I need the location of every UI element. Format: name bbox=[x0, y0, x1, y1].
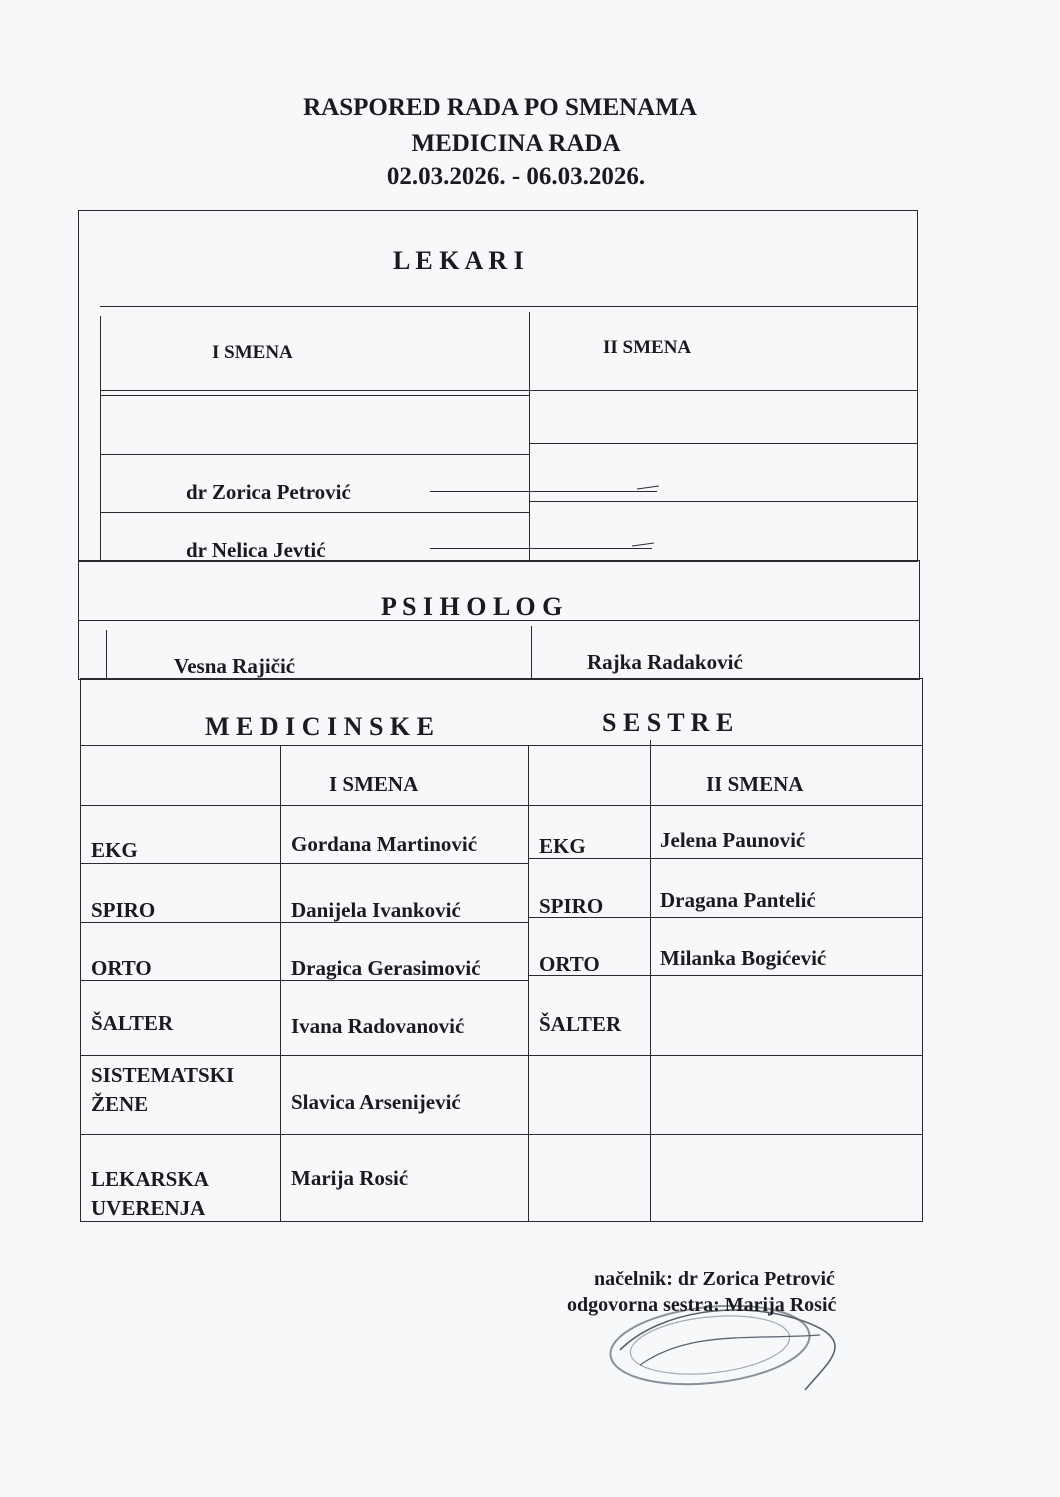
dept-label: LEKARSKA bbox=[91, 1167, 209, 1191]
psiholog-shift2: Rajka Radaković bbox=[587, 650, 743, 674]
dept-label: ŠALTER bbox=[91, 1011, 174, 1035]
lekari-heading: L E K A R I bbox=[393, 246, 524, 275]
dept-label: ŽENE bbox=[91, 1092, 149, 1116]
dept-label: SISTEMATSKI bbox=[91, 1063, 235, 1087]
dept-label: ORTO bbox=[539, 952, 600, 976]
nurse-name: Ivana Radovanović bbox=[291, 1014, 465, 1038]
doctor-name: dr Zorica Petrović bbox=[186, 480, 351, 504]
schedule-title: RASPORED RADA PO SMENAMA bbox=[303, 94, 697, 121]
psiholog-heading: P S I H O L O G bbox=[381, 592, 563, 621]
sestre-shift1-header: I SMENA bbox=[329, 772, 419, 796]
dept-label: EKG bbox=[539, 834, 586, 858]
nurse-name: Jelena Paunović bbox=[660, 828, 806, 852]
dept-label: EKG bbox=[91, 838, 138, 862]
dept-label: SPIRO bbox=[539, 894, 604, 918]
doctor-name: dr Nelica Jevtić bbox=[186, 538, 326, 562]
dept-label: ORTO bbox=[91, 956, 152, 980]
nurse-name: Slavica Arsenijević bbox=[291, 1090, 461, 1114]
psiholog-shift1: Vesna Rajičić bbox=[174, 654, 296, 678]
lekari-shift2-header: II SMENA bbox=[603, 337, 692, 358]
sestre-heading-left: M E D I C I N S K E bbox=[205, 712, 434, 741]
date-range: 02.03.2026. - 06.03.2026. bbox=[386, 163, 646, 190]
nurse-name: Danijela Ivanković bbox=[291, 898, 461, 922]
department-title: MEDICINA RADA bbox=[411, 130, 621, 157]
chief-signature: načelnik: dr Zorica Petrović bbox=[594, 1268, 835, 1290]
nurse-signature: odgovorna sestra: Marija Rosić bbox=[567, 1294, 837, 1316]
nurse-name: Dragica Gerasimović bbox=[291, 956, 481, 980]
nurse-name: Marija Rosić bbox=[291, 1166, 409, 1190]
nurse-name: Milanka Bogićević bbox=[660, 946, 827, 970]
arrow-icon bbox=[430, 491, 657, 492]
lekari-shift1-header: I SMENA bbox=[212, 342, 293, 363]
dept-label: ŠALTER bbox=[539, 1012, 622, 1036]
nurse-name: Dragana Pantelić bbox=[660, 888, 816, 912]
arrow-icon bbox=[430, 548, 652, 549]
nurse-name: Gordana Martinović bbox=[291, 832, 478, 856]
dept-label: UVERENJA bbox=[91, 1196, 206, 1220]
sestre-shift2-header: II SMENA bbox=[706, 772, 804, 796]
dept-label: SPIRO bbox=[91, 898, 156, 922]
sestre-heading-right: S E S T R E bbox=[602, 708, 734, 737]
